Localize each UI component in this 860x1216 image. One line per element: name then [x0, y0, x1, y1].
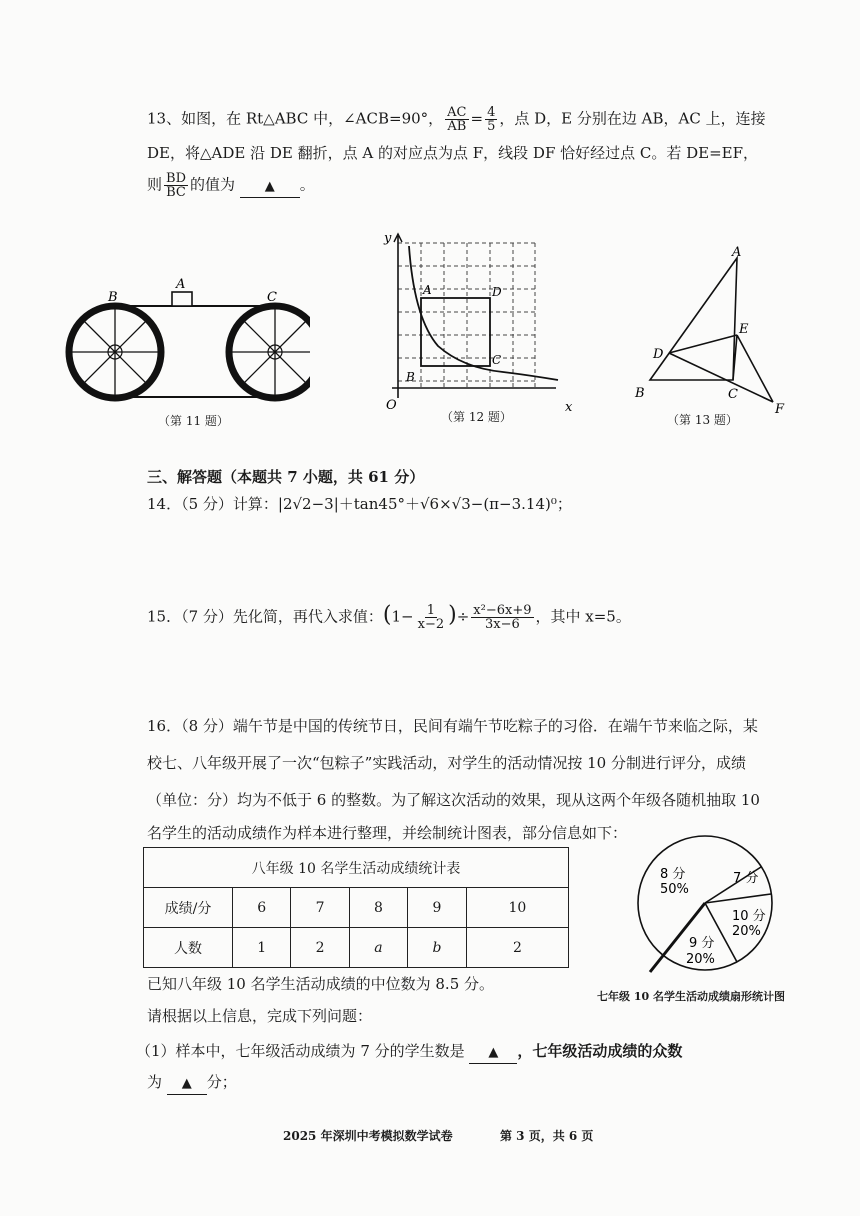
fig13-label-e: E	[739, 322, 749, 337]
pie-caption: 七年级 10 名学生活动成绩扇形统计图	[597, 990, 785, 1003]
answer-blank-q16-2[interactable]: ▲	[167, 1072, 207, 1095]
fig12-caption: （第 12 题）	[441, 410, 512, 424]
table-cell: 9	[408, 888, 467, 928]
figure-12	[378, 228, 573, 418]
fig11-label-a: A	[176, 277, 186, 292]
figure-13	[625, 240, 800, 420]
table-title: 八年级 10 名学生活动成绩统计表	[144, 848, 569, 888]
fig13-label-f: F	[775, 402, 785, 417]
pie-pct-10: 20%	[732, 924, 761, 939]
q16-sub1-line2: 为 ▲ 分；	[147, 1072, 237, 1095]
fig11-label-b: B	[108, 290, 118, 305]
fig13-label-c: C	[728, 387, 738, 402]
table-cell: 1	[233, 928, 291, 968]
pie-label-8: 8 分	[660, 867, 686, 882]
q16-line3: （单位：分）均为不低于 6 的整数。为了解这次活动的效果，现从这两个年级各随机抽取 10	[147, 791, 760, 809]
pie-pct-9: 20%	[686, 952, 715, 967]
fig12-label-c: C	[492, 353, 502, 367]
q16-prompt: 请根据以上信息，完成下列问题：	[147, 1007, 373, 1025]
table-cell: b	[408, 928, 467, 968]
table-cell: 6	[233, 888, 291, 928]
pie-label-7: 7 分	[733, 871, 759, 886]
fig12-label-d: D	[492, 285, 502, 299]
q13-line1: 13、如图，在 Rt△ABC 中，∠ACB=90°， $\frac{AC}{AB}$ = $\frac{4}{5}$ ，点 D，E 分别在边 AB，AC 上，连接	[147, 105, 766, 134]
figure-11	[60, 272, 310, 412]
table-cell: 2	[466, 928, 568, 968]
q15-line: 15．（7 分）先化简，再代入求值：(1− $\frac{1}{x-2}$ )÷ $\frac{\text{x²−6x+9}}{3x-6}$ ，其中 x=5。	[147, 602, 631, 632]
pie-divider	[705, 894, 771, 903]
table-cell: 8	[349, 888, 407, 928]
fig12-label-b: B	[406, 370, 415, 384]
q16-line1: 16．（8 分）端午节是中国的传统节日，民间有端午节吃粽子的习俗．在端午节来临之际，某	[147, 717, 758, 735]
pie-label-9: 9 分	[689, 936, 715, 951]
table-cell: a	[349, 928, 407, 968]
fraction-bd-bc: $\frac{BD}{BC}$	[166, 171, 186, 200]
fig13-caption: （第 13 题）	[667, 413, 738, 427]
table-cell: 人数	[144, 928, 233, 968]
grade7-pie-chart	[620, 832, 810, 982]
fig11-caption: （第 11 题）	[158, 414, 229, 428]
fig12-label-o: O	[386, 398, 397, 413]
fig12-label-a: A	[423, 283, 432, 297]
table-cell: 10	[466, 888, 568, 928]
fraction-ac-ab: $\frac{AC}{AB}$	[447, 105, 467, 134]
fig13-label-b: B	[635, 386, 645, 401]
answer-blank-q13[interactable]: ▲	[240, 175, 300, 198]
fig11-label-c: C	[267, 290, 277, 305]
footer-page: 第 3 页，共 6 页	[500, 1129, 594, 1143]
table-title-row	[144, 848, 569, 888]
q16-line4: 名学生的活动成绩作为样本进行整理，并绘制统计图表，部分信息如下：	[147, 824, 628, 842]
q13-line2: DE，将△ADE 沿 DE 翻折，点 A 的对应点为点 F，线段 DF 恰好经过点 C。若 DE=EF，	[147, 144, 759, 162]
fraction-quadratic: $\frac{\text{x²−6x+9}}{3x-6}$	[473, 603, 532, 632]
table-cell: 7	[291, 888, 349, 928]
fig13-label-a: A	[732, 245, 742, 260]
pie-label-10: 10 分	[732, 909, 766, 924]
footer-title: 2025 年深圳中考模拟数学试卷	[283, 1129, 453, 1143]
grade8-score-table	[143, 847, 569, 968]
fig12-label-x: x	[565, 400, 573, 415]
pie-pct-8: 50%	[660, 882, 689, 897]
q16-sub1-line1: （1）样本中，七年级活动成绩为 7 分的学生数是 ▲ ，七年级活动成绩的众数	[136, 1041, 682, 1064]
q16-line2: 校七、八年级开展了一次“包粽子”实践活动，对学生的活动情况按 10 分制进行评分，成绩	[147, 754, 746, 772]
q14-text: 14．（5 分）计算：|2√2−3|＋tan45°＋√6×√3−(π−3.14)⁰；	[147, 495, 572, 513]
q13-line3: 则 $\frac{BD}{BC}$ 的值为 ▲ 。	[147, 171, 315, 200]
fraction-4-5: $\frac{4}{5}$	[487, 105, 496, 134]
section-heading: 三、解答题（本题共 7 小题，共 61 分）	[147, 468, 425, 486]
answer-blank-q16-1[interactable]: ▲	[469, 1041, 517, 1064]
fig13-label-d: D	[653, 347, 664, 362]
fig12-label-y: y	[384, 231, 392, 246]
q16-note: 已知八年级 10 名学生活动成绩的中位数为 8.5 分。	[147, 975, 495, 993]
table-cell: 2	[291, 928, 349, 968]
table-cell: 成绩/分	[144, 888, 233, 928]
table-row	[144, 888, 569, 928]
table-row	[144, 928, 569, 968]
fraction-1-over-x-2: $\frac{1}{x-2}$	[417, 603, 445, 632]
